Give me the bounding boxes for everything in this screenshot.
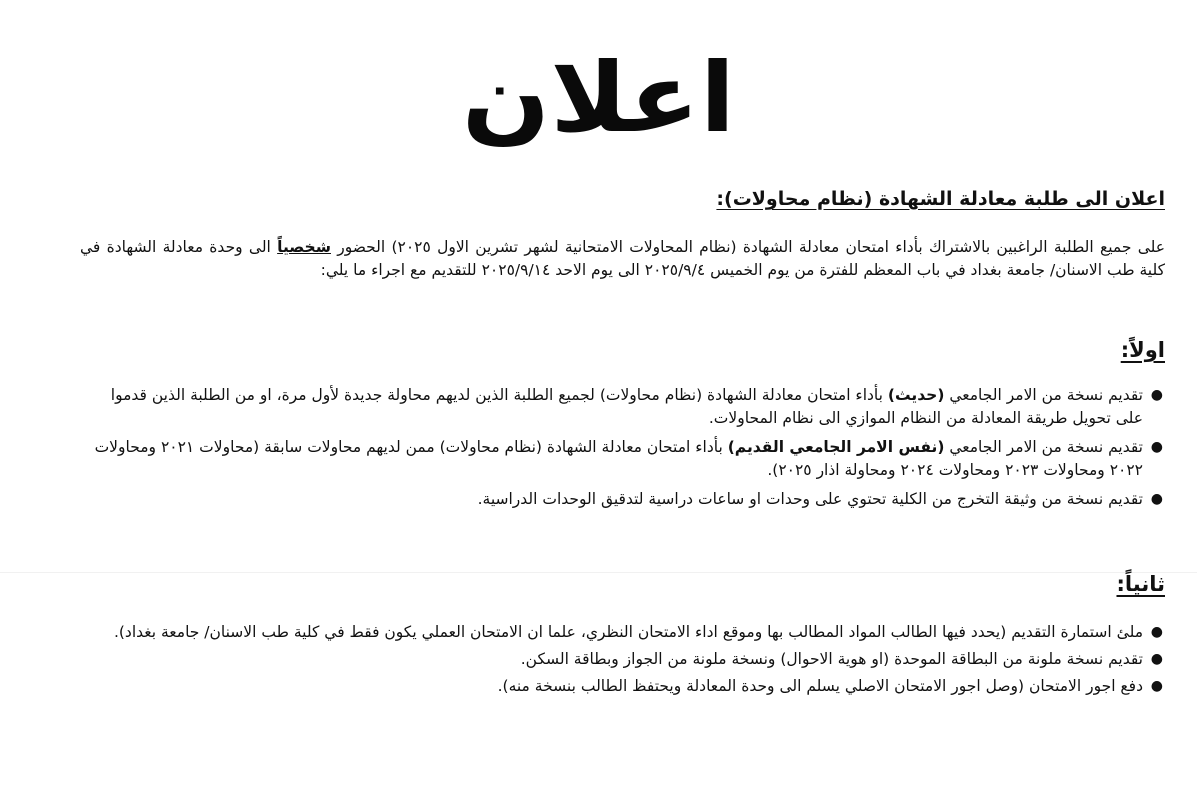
- bullet-icon: ●: [1150, 439, 1163, 455]
- item-text: تقديم نسخة من الامر الجامعي: [944, 438, 1143, 456]
- list-item: [80, 675, 1163, 698]
- intro-emphasis: شخصياً: [277, 238, 331, 256]
- bullet-icon: ●: [1150, 678, 1163, 694]
- item-text: دفع اجور الامتحان (وصل اجور الامتحان الاصلي يسلم الى وحدة المعادلة ويحتفظ الطالب بنسخة منه).: [497, 677, 1143, 695]
- list-item: [80, 648, 1163, 671]
- section-second-heading-block: [80, 570, 1165, 598]
- item-bold-text: (حديث): [887, 386, 945, 404]
- section-first-heading-block: [80, 336, 1165, 364]
- list-item: [80, 621, 1163, 644]
- list-item: [80, 436, 1163, 482]
- item-text: بأداء امتحان معادلة الشهادة (نظام محاولات) ممن لديهم محاولات سابقة (محاولات ٢٠٢١ ومحاولات ٢٠٢٢ ومحاولات ٢٠٢٣ ومحاولات ٢٠٢٤ ومحاولة اذار ٢٠٢٥).: [94, 438, 1143, 479]
- list-item: [80, 488, 1163, 511]
- bullet-icon: ●: [1150, 491, 1163, 507]
- intro-paragraph-block: [80, 236, 1165, 282]
- section-first-heading: اولاً:: [1120, 338, 1165, 362]
- section-second-list-block: [80, 621, 1165, 698]
- announcement-heading: اعلان الى طلبة معادلة الشهادة (نظام محاولات):: [716, 188, 1165, 210]
- item-text: تقديم نسخة ملونة من البطاقة الموحدة (او هوية الاحوال) ونسخة ملونة من الجواز وبطاقة السكن.: [520, 650, 1143, 668]
- announcement-heading-block: [80, 186, 1165, 212]
- section-second-heading: ثانياً:: [1116, 572, 1165, 596]
- list-item: [80, 384, 1163, 430]
- intro-paragraph: [80, 236, 1165, 282]
- item-bold-text: (نفس الامر الجامعي القديم): [727, 438, 945, 456]
- section-first-list: [80, 384, 1165, 511]
- intro-text-part2: الى وحدة معادلة الشهادة في كلية طب الاسنان/ جامعة بغداد في باب المعظم للفترة من يوم الخميس ٢٠٢٥/٩/٤ الى يوم الاحد ٢٠٢٥/٩/١٤ للتقديم مع اجراء ما يلي:: [80, 238, 1165, 279]
- intro-text-part1: على جميع الطلبة الراغبين بالاشتراك بأداء امتحان معادلة الشهادة (نظام المحاولات الامتحانية لشهر تشرين الاول ٢٠٢٥) الحضور: [330, 238, 1166, 256]
- bullet-icon: ●: [1150, 624, 1163, 640]
- bullet-icon: ●: [1150, 651, 1163, 667]
- item-text: تقديم نسخة من الامر الجامعي: [944, 386, 1143, 404]
- section-second-list: [80, 621, 1165, 698]
- item-text: تقديم نسخة من وثيقة التخرج من الكلية تحتوي على وحدات او ساعات دراسية لتدقيق الوحدات الدراسية.: [477, 490, 1143, 508]
- item-text: بأداء امتحان معادلة الشهادة (نظام محاولات) لجميع الطلبة الذين لديهم محاولة جديدة لأول مرة، او من الطلبة الذين قدموا على تحويل طريقة المعادلة من النظام الموازي الى نظام المحاولات.: [110, 386, 1143, 427]
- section-first-list-block: [80, 384, 1165, 511]
- bullet-icon: ●: [1150, 387, 1163, 403]
- bleed-through-smudge: [2, 708, 132, 738]
- item-text: ملئ استمارة التقديم (يحدد فيها الطالب المواد المطالب بها وموقع اداء الامتحان النظري، علما ان الامتحان العملي يكون فقط في كلية طب الاسنان/ جامعة بغداد).: [113, 623, 1143, 641]
- announcement-title: اعلان: [461, 42, 736, 154]
